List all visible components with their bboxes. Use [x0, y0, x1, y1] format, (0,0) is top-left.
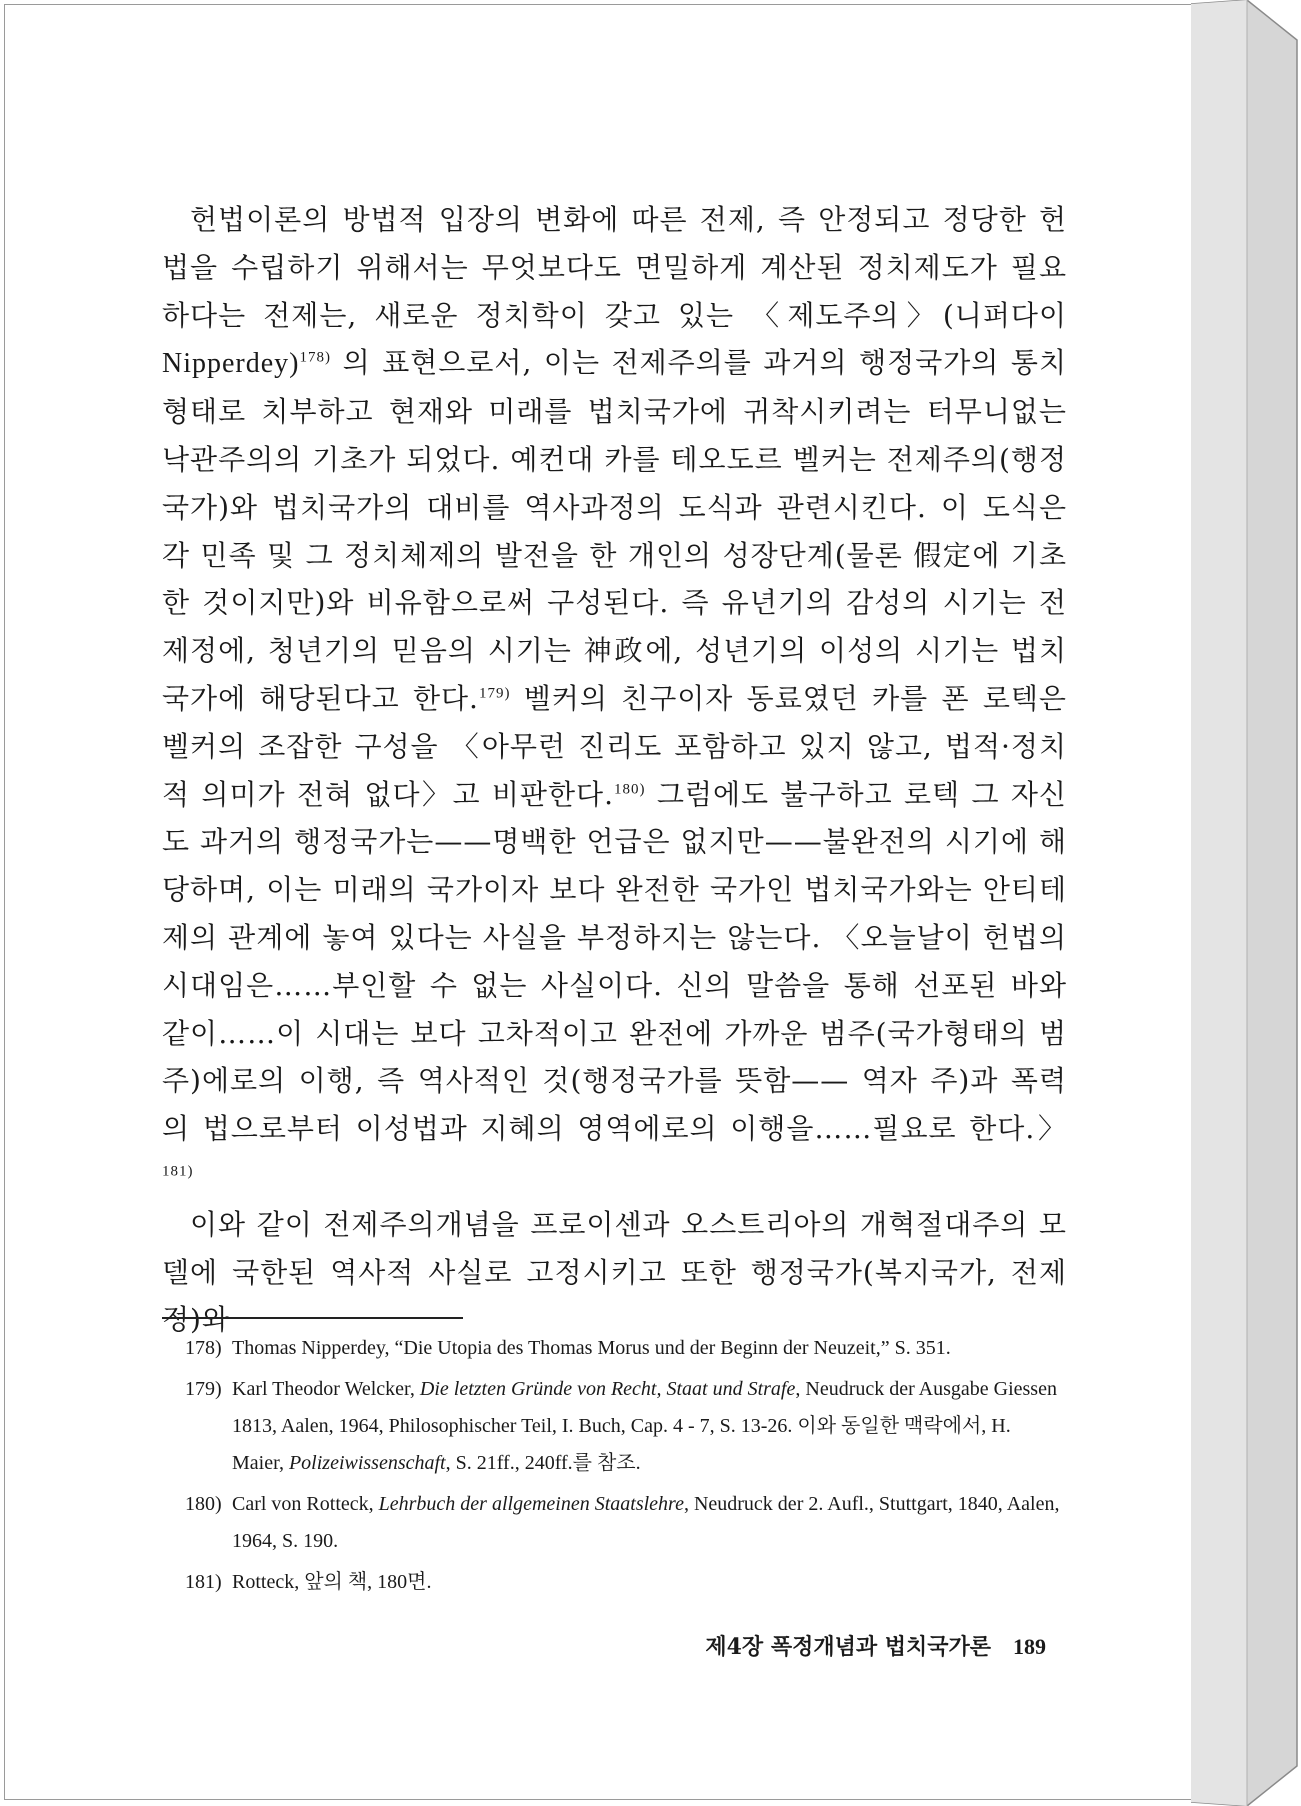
- footnote-text-run: Karl Theodor Welcker,: [232, 1378, 420, 1400]
- body-text: [162, 196, 1067, 1344]
- running-footer: [705, 1630, 1046, 1661]
- chapter-title: 제4장 폭정개념과 법치국가론: [705, 1634, 991, 1660]
- footnote-text: [232, 1493, 1059, 1552]
- footnote-text-run: Carl von Rotteck,: [232, 1493, 379, 1515]
- footnote-rule: [162, 1317, 463, 1319]
- text-run-latin: Nipperdey): [162, 348, 300, 380]
- paragraph: [162, 196, 1067, 1201]
- footnote-179: [185, 1371, 1067, 1482]
- footnote-title: Polizeiwissenschaft: [288, 1452, 446, 1474]
- book-edge: [1191, 0, 1301, 1806]
- text-run: 헌법이론의 방법적 입장의 변화에 따른 전제, 즉 안정되고 정당한 헌법을 수립하기 위해서는 무엇보다도 면밀하게 계산된 정치제도가 필요하다는 전제는, 새로운 정치학이 갖고 있는 〈제도주의〉(니퍼다이: [162, 203, 1067, 332]
- footnote-text: Thomas Nipperdey, “Die Utopia des Thomas Morus und der Beginn der Neuzeit,” S. 351.: [232, 1337, 951, 1359]
- footnote-text-run: , S. 21ff., 240ff.를 참조.: [445, 1452, 641, 1474]
- text-run: 의 표현으로서, 이는 전제주의를 과거의 행정국가의 통치형태로 치부하고 현재와 미래를 법치국가에 귀착시키려는 터무니없는 낙관주의의 기초가 되었다. 예컨대 카를 테오도르 벨커는 전제주의(행정국가)와 법치국가의 대비를 역사과정의 도식과 관련시킨다. 이 도식은 각 민족 및 그 정치체제의 발전을 한 개인의 성장단계(물론 假定에 기초한 것이지만)와 비유함으로써 구성된다. 즉 유년기의 감성의 시기는 전제정에, 청년기의 믿음의 시기는 神政에, 성년기의 이성의 시기는 법치국가에 해당된다고 한다.: [162, 346, 1067, 715]
- footnote-ref[interactable]: 181): [162, 1163, 194, 1180]
- footnote-title: Lehrbuch der allgemeinen Staatslehre: [378, 1493, 684, 1515]
- footnotes: [185, 1330, 1067, 1605]
- footnote-181: [185, 1564, 1067, 1601]
- footnote-178: [185, 1330, 1067, 1367]
- footnote-180: [185, 1486, 1067, 1560]
- footnote-ref[interactable]: 178): [299, 350, 332, 367]
- text-run: 그럼에도 불구하고 로텍 그 자신도 과거의 행정국가는——명백한 언급은 없지만——불완전의 시기에 해당하며, 이는 미래의 국가이자 보다 완전한 국가인 법치국가와는 안티테제의 관계에 놓여 있다는 사실을 부정하지는 않는다. 〈오늘날이 헌법의 시대임은……부인할 수 없는 사실이다. 신의 말씀을 통해 선포된 바와 같이……이 시대는 보다 고차적이고 완전에 가까운 범주(국가형태의 범주)에로의 이행, 즉 역사적인 것(행정국가를 뜻함—— 역자 주)과 폭력의 법으로부터 이성법과 지혜의 영역에로의 이행을……필요로 한다.〉: [162, 777, 1067, 1146]
- text-run: 벨커의 친구이자 동료였던 카를 폰 로텍은 벨커의 조잡한 구성을 〈아무런 진리도 포함하고 있지 않고, 법적·정치적 의미가 전혀 없다〉고 비판한다.: [162, 681, 1067, 811]
- footnote-ref[interactable]: 180): [613, 781, 646, 798]
- footnote-number: 178): [185, 1337, 222, 1359]
- footnote-text: Rotteck, 앞의 책, 180면.: [232, 1571, 432, 1593]
- footnote-number: 179): [185, 1378, 222, 1400]
- footnote-title: Die letzten Gründe von Recht, Staat und Strafe: [419, 1378, 796, 1400]
- footnote-number: 181): [185, 1571, 222, 1593]
- footnote-text-run: , Neudruck der 2. Aufl., Stuttgart, 1840, Aalen, 1964, S. 190.: [232, 1493, 1060, 1552]
- paragraph: 이와 같이 전제주의개념을 프로이센과 오스트리아의 개혁절대주의 모델에 국한된 역사적 사실로 고정시키고 또한 행정국가(복지국가, 전제정)와: [162, 1207, 1067, 1337]
- footnote-text: [232, 1378, 1057, 1474]
- page-number: 189: [1013, 1634, 1046, 1659]
- footnote-text-run: , Neudruck der Ausgabe Giessen 1813, Aalen, 1964, Philosophischer Teil, I. Buch, Cap. 4 - 7, S. 13-26. 이와 동일한 맥락에서, H. Maier,: [232, 1378, 1057, 1474]
- footnote-ref[interactable]: 179): [478, 685, 511, 702]
- footnote-number: 180): [185, 1493, 222, 1515]
